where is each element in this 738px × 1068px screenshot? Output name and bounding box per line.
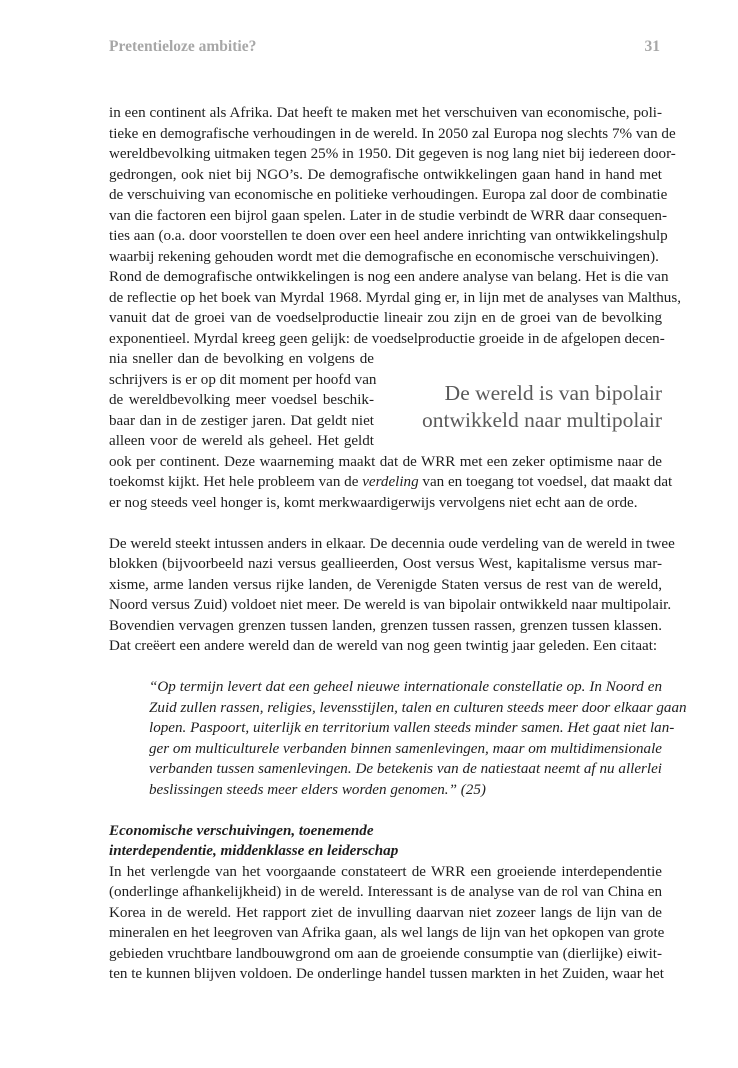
text-line: er nog steeds veel honger is, komt merkwaardigerwijs vervolgens niet echt aan de orde. [109, 494, 638, 511]
text-segment: van en toegang tot voedsel, dat maakt dat [418, 474, 673, 490]
text-line: de reflectie op het boek van Myrdal 1968. Myrdal ging er, in lijn met de analyses van Malthus, [109, 289, 681, 306]
running-title: Pretentieloze ambitie? [109, 38, 257, 55]
text-line: tieke en demografische verhoudingen in de wereld. In 2050 zal Europa nog slechts 7% van de [109, 125, 676, 142]
quote-line: Zuid zullen rassen, religies, levensstijlen, talen en culturen steeds meer door elkaar gaan [149, 699, 687, 716]
block-quote [109, 677, 687, 800]
paragraph-1 [109, 103, 676, 267]
text-line: Rond de demografische ontwikkelingen is nog een andere analyse van belang. Het is die van [109, 269, 669, 285]
pull-quote-line: De wereld is van bipolair [444, 381, 662, 405]
quote-line: verbanden tussen samenlevingen. De betekenis van de natiestaat neemt af nu allerlei [149, 761, 662, 777]
body-text [109, 103, 687, 985]
text-line: van die factoren een bijrol gaan spelen. Later in de studie verbindt de WRR daar consequen- [109, 207, 667, 224]
text-line: de verschuiving van economische en politieke verhoudingen. Europa zal door de combinatie [109, 187, 668, 203]
paragraph-3 [109, 534, 675, 657]
text-line: wereldbevolking uitmaken tegen 25% in 1950. Dit gegeven is nog lang niet bij iedereen door- [109, 146, 676, 162]
text-line: de wereldbevolking meer voedsel beschik- [109, 392, 374, 408]
pull-quote [395, 380, 662, 434]
quote-line: “Op termijn levert dat een geheel nieuwe internationale constellatie op. In Noord en [149, 679, 662, 695]
text-line: (onderlinge afhankelijkheid) in de wereld. Interessant is de analyse van de rol van China en [109, 884, 662, 900]
text-line: Korea in de wereld. Het rapport ziet de invulling daarvan niet zozeer langs de lijn van de [109, 904, 662, 921]
text-segment: toekomst kijkt. Het hele probleem van de [109, 474, 363, 490]
emphasis-word: verdeling [362, 474, 419, 490]
paragraph-4 [109, 862, 665, 985]
text-line: vanuit dat de groei van de voedselproductie lineair zou zijn en de groei van de bevolking [109, 310, 662, 326]
text-line: baar dan in de zestiger jaren. Dat geldt niet [109, 412, 374, 429]
text-line: ten te kunnen blijven voldoen. De onderlinge handel tussen markten in het Zuiden, waar het [109, 966, 664, 982]
heading-line: Economische verschuivingen, toenemende [109, 822, 374, 839]
text-line [109, 472, 673, 493]
quote-line: beslissingen steeds meer elders worden genomen.” (25) [149, 781, 486, 798]
text-line: ook per continent. Deze waarneming maakt dat de WRR met een zeker optimisme naar de [109, 453, 662, 470]
text-line: nia sneller dan de bevolking en volgens de [109, 351, 374, 367]
heading-line: interdependentie, middenklasse en leiderschap [109, 843, 399, 859]
text-line: alleen voor de wereld als geheel. Het geldt [109, 433, 374, 449]
text-line: Bovendien vervagen grenzen tussen landen, grenzen tussen rassen, grenzen tussen klassen. [109, 617, 662, 634]
text-line: exponentieel. Myrdal kreeg geen gelijk: de voedselproductie groeide in de afgelopen decen- [109, 330, 665, 347]
text-line: gedrongen, ook niet bij NGO’s. De demografische ontwikkelingen gaan hand in hand met [109, 166, 662, 183]
quote-line: lopen. Paspoort, uiterlijk en territorium vallen steeds minder samen. Het gaat niet lan- [149, 720, 675, 736]
text-line: Dat creëert een andere wereld dan de wereld van nog geen twintig jaar geleden. Een citaat: [109, 638, 658, 654]
text-line: schrijvers is er op dit moment per hoofd van [109, 371, 377, 388]
text-line: In het verlengde van het voorgaande constateert de WRR een groeiende interdependentie [109, 863, 662, 880]
text-line: ties aan (o.a. door voorstellen te doen over een heel andere inrichting van ontwikkelingshulp [109, 228, 668, 244]
text-line: gebieden vruchtbare landbouwgrond om aan de groeiende consumptie van (dierlijke) eiwit- [109, 945, 662, 962]
text-line: xisme, arme landen versus rijke landen, de Verenigde Staten versus de rest van de wereld, [109, 576, 662, 593]
text-line: Noord versus Zuid) voldoet niet meer. De wereld is van bipolair ontwikkeld naar multipolair. [109, 597, 672, 613]
pull-quote-line: ontwikkeld naar multipolair [421, 408, 662, 432]
section-heading [109, 821, 662, 862]
text-line: blokken (bijvoorbeeld nazi versus geallieerden, Oost versus West, kapitalisme versus mar- [109, 556, 662, 572]
page-number: 31 [644, 38, 660, 55]
text-line: De wereld steekt intussen anders in elkaar. De decennia oude verdeling van de wereld in twee [109, 535, 675, 552]
text-line: in een continent als Afrika. Dat heeft te maken met het verschuiven van economische, poli- [109, 105, 662, 121]
text-line: mineralen en het leegroven van Afrika gaan, als wel langs de lijn van het opkopen van grote [109, 925, 665, 941]
running-header [109, 38, 660, 62]
text-line: waarbij rekening gehouden wordt met die demografische en economische verschuivingen). [109, 248, 659, 265]
quote-line: ger om multiculturele verbanden binnen samenlevingen, maar om multidimensionale [149, 740, 662, 757]
